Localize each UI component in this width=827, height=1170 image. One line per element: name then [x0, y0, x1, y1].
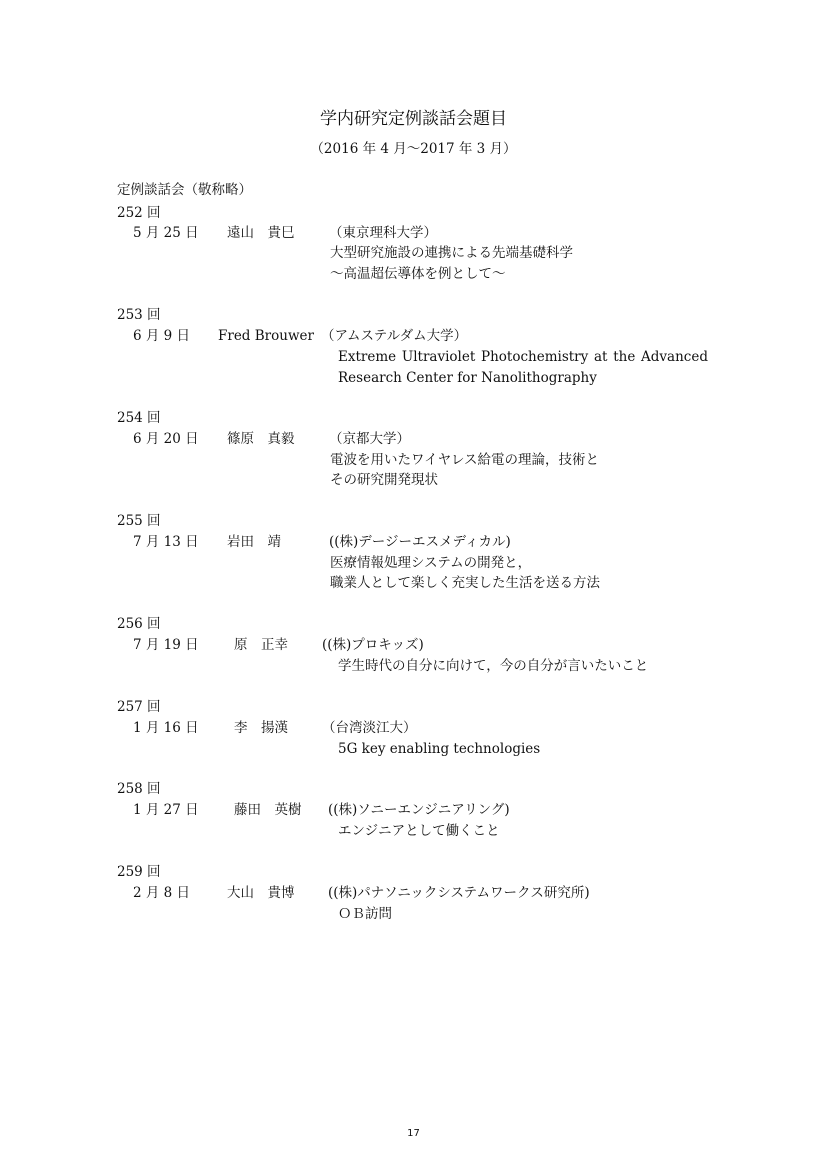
entry-speaker: Fred Brouwer [218, 328, 314, 344]
entry-topic-line: 電波を用いたワイヤレス給電の理論，技術と [330, 452, 600, 468]
entry-affiliation: ((株)ソニーエンジニアリング) [328, 802, 510, 818]
entry-date: 7 月 13 日 [133, 534, 199, 550]
page-title: 学内研究定例談話会題目 [320, 109, 507, 129]
entry-topic-line: ～高温超伝導体を例として～ [330, 266, 506, 282]
entry-number: 252 回 [117, 205, 161, 221]
entry-topic-line: 医療情報処理システムの開発と， [330, 555, 532, 571]
entry-number: 257 回 [117, 699, 161, 715]
entry-speaker: 藤田 英樹 [234, 802, 302, 818]
entry-date: 6 月 9 日 [133, 328, 191, 344]
entry-number: 255 回 [117, 513, 161, 529]
entry-number: 254 回 [117, 410, 161, 426]
entry-affiliation: ((株)デージーエスメディカル) [329, 534, 511, 550]
entry-date: 7 月 19 日 [133, 637, 199, 653]
entry-affiliation: （アムステルダム大学） [321, 328, 468, 344]
entry-speaker: 李 揚漢 [234, 720, 288, 736]
section-heading: 定例談話会（敬称略） [117, 182, 252, 198]
entry-topic-line: エンジニアとして働くこと [338, 823, 500, 839]
entry-affiliation: ((株)プロキッズ) [322, 637, 424, 653]
entry-topic-line: 学生時代の自分に向けて，今の自分が言いたいこと [338, 658, 649, 674]
entry-date: 1 月 16 日 [133, 720, 199, 736]
entry-date: 1 月 27 日 [133, 802, 199, 818]
entry-date: 5 月 25 日 [133, 225, 199, 241]
entry-topic-line: 5G key enabling technologies [338, 741, 541, 757]
entry-topic-line: 大型研究施設の連携による先端基礎科学 [330, 245, 573, 261]
page-subtitle: （2016 年 4 月～2017 年 3 月） [310, 141, 517, 157]
entry-topic-line: Research Center for Nanolithography [338, 370, 597, 386]
entry-speaker: 遠山 貴巳 [227, 225, 295, 241]
entry-topic-line: その研究開発現状 [330, 472, 438, 488]
entry-speaker: 大山 貴博 [227, 885, 295, 901]
entry-date: 6 月 20 日 [133, 431, 199, 447]
entry-affiliation: （台湾淡江大） [322, 720, 417, 736]
entry-number: 258 回 [117, 781, 161, 797]
entry-affiliation: （東京理科大学） [329, 225, 437, 241]
entry-speaker: 岩田 靖 [227, 534, 281, 550]
entry-topic-line: ＯＢ訪問 [338, 906, 392, 922]
page-number: 17 [407, 1128, 420, 1139]
entry-topic-line: Extreme Ultraviolet Photochemistry at the Advanced [338, 349, 708, 365]
entry-speaker: 篠原 真毅 [227, 431, 295, 447]
entry-number: 259 回 [117, 864, 161, 880]
entry-date: 2 月 8 日 [133, 885, 191, 901]
entry-number: 253 回 [117, 307, 161, 323]
entry-affiliation: ((株)パナソニックシステムワークス研究所) [328, 885, 590, 901]
entry-affiliation: （京都大学） [329, 431, 410, 447]
entry-topic-line: 職業人として楽しく充実した生活を送る方法 [330, 575, 600, 591]
entry-speaker: 原 正幸 [234, 637, 288, 653]
entry-number: 256 回 [117, 616, 161, 632]
